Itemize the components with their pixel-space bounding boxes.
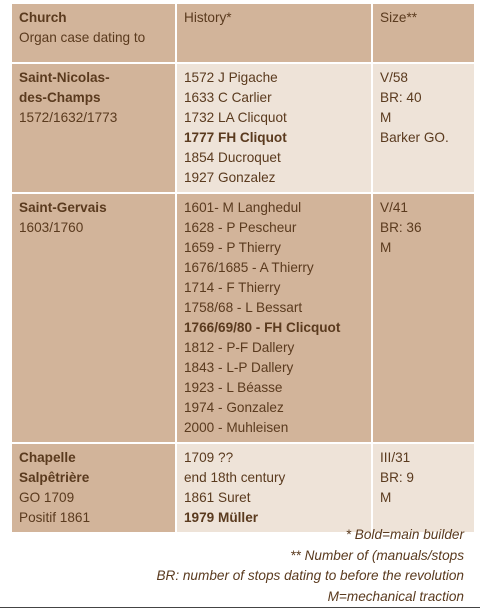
organ-case-dates: Positif 1861 xyxy=(19,510,91,525)
history-entry: 2000 - Muhleisen xyxy=(184,420,289,435)
history-entry-main-builder: 1777 FH Cliquot xyxy=(184,130,287,145)
church-cell xyxy=(11,63,176,193)
size-entry: V/41 xyxy=(380,200,408,215)
history-entry: end 18th century xyxy=(184,470,286,485)
history-cell xyxy=(176,193,372,443)
organ-case-dates: 1603/1760 xyxy=(19,220,84,235)
table-row xyxy=(11,63,475,193)
history-entry: 1633 C Carlier xyxy=(184,90,272,105)
history-entry: 1923 - L Béasse xyxy=(184,380,283,395)
size-entry: III/31 xyxy=(380,450,411,465)
history-entry-main-builder: 1979 Müller xyxy=(184,510,259,525)
table-row xyxy=(11,443,475,533)
history-entry: 1843 - L-P Dallery xyxy=(184,360,294,375)
history-entry: 1854 Ducroquet xyxy=(184,150,281,165)
history-entry-main-builder: 1766/69/80 - FH Clicquot xyxy=(184,320,341,335)
footnote: BR: number of stops dating to before the revolution xyxy=(156,568,464,583)
church-header-cell xyxy=(11,3,176,63)
church-header-label: Church xyxy=(19,10,67,25)
footnote: ** Number of (manuals/stops xyxy=(290,547,464,563)
footnotes xyxy=(156,525,464,607)
history-entry: 1758/68 - L Bessart xyxy=(184,300,303,315)
history-entry: 1659 - P Thierry xyxy=(184,240,281,255)
organ-case-dates: GO 1709 xyxy=(19,490,75,505)
size-entry: BR: 36 xyxy=(380,220,422,235)
history-cell xyxy=(176,443,372,533)
church-name: Saint-Gervais xyxy=(19,200,107,215)
history-entry: 1732 LA Clicquot xyxy=(184,110,287,125)
church-cell xyxy=(11,193,176,443)
bottom-divider xyxy=(0,607,480,608)
footnote: M=mechanical traction xyxy=(327,588,464,604)
table-header-row xyxy=(11,3,475,63)
history-header-cell xyxy=(176,3,372,63)
size-header-cell xyxy=(372,3,475,63)
size-cell xyxy=(372,193,475,443)
size-entry: M xyxy=(380,110,392,125)
church-name: Salpêtrière xyxy=(19,470,90,485)
size-entry: Barker GO. xyxy=(380,130,449,145)
organ-history-table xyxy=(10,2,476,534)
size-entry: V/58 xyxy=(380,70,408,85)
footnote: * Bold=main builder xyxy=(345,527,464,542)
church-name: Saint-Nicolas- xyxy=(19,70,110,85)
history-entry: 1714 - F Thierry xyxy=(184,280,281,295)
history-entry: 1601- M Langhedul xyxy=(184,200,302,215)
church-name: des-Champs xyxy=(19,90,101,105)
history-cell xyxy=(176,63,372,193)
history-entry: 1927 Gonzalez xyxy=(184,170,276,185)
size-entry: M xyxy=(380,240,392,255)
church-name: Chapelle xyxy=(19,450,76,465)
history-entry: 1628 - P Pescheur xyxy=(184,220,297,235)
organ-case-header-label: Organ case dating to xyxy=(19,30,146,45)
history-entry: 1974 - Gonzalez xyxy=(184,400,284,415)
history-entry: 1572 J Pigache xyxy=(184,70,278,85)
size-entry: BR: 40 xyxy=(380,90,422,105)
history-entry: 1812 - P-F Dallery xyxy=(184,340,295,355)
size-entry: M xyxy=(380,490,392,505)
history-entry: 1676/1685 - A Thierry xyxy=(184,260,314,275)
history-header-label: History* xyxy=(184,10,232,25)
church-cell xyxy=(11,443,176,533)
table-row xyxy=(11,193,475,443)
size-header-label: Size** xyxy=(380,10,418,25)
organ-case-dates: 1572/1632/1773 xyxy=(19,110,118,125)
history-entry: 1861 Suret xyxy=(184,490,251,505)
size-entry: BR: 9 xyxy=(380,470,414,485)
size-cell xyxy=(372,63,475,193)
size-cell xyxy=(372,443,475,533)
history-entry: 1709 ?? xyxy=(184,450,234,465)
